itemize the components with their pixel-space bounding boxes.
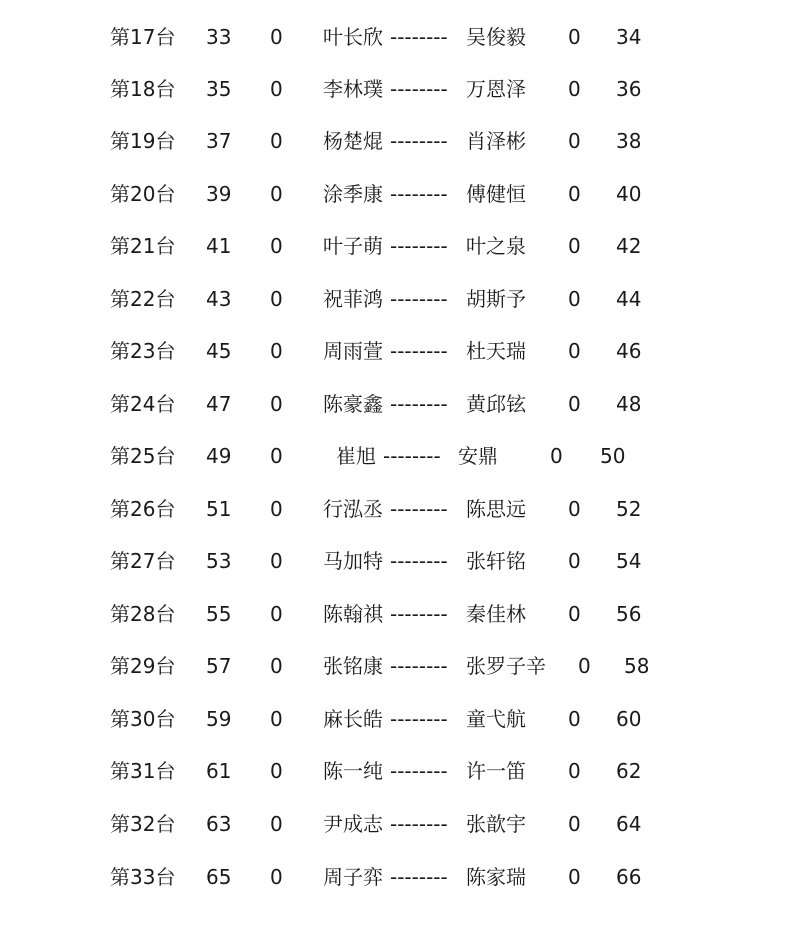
player2-score: 0 (568, 287, 581, 311)
player1-number: 43 (206, 287, 232, 311)
player1-number: 45 (206, 339, 232, 363)
player2-score: 0 (550, 444, 563, 468)
player2-score: 0 (568, 77, 581, 101)
player2-name: 张歆宇 (466, 812, 526, 836)
versus-separator: -------- (390, 234, 448, 258)
board-label: 第18台 (110, 77, 176, 101)
pairing-row (0, 69, 800, 109)
player1-number: 65 (206, 865, 232, 889)
player2-score: 0 (568, 392, 581, 416)
board-label: 第26台 (110, 497, 176, 521)
player1-score: 0 (270, 865, 283, 889)
pairing-row (0, 436, 800, 476)
versus-separator: -------- (390, 392, 448, 416)
player2-score: 0 (568, 182, 581, 206)
player2-score: 0 (568, 25, 581, 49)
board-label: 第33台 (110, 865, 176, 889)
board-label: 第17台 (110, 25, 176, 49)
board-label: 第31台 (110, 759, 176, 783)
pairing-row (0, 279, 800, 319)
board-label: 第23台 (110, 339, 176, 363)
board-label: 第30台 (110, 707, 176, 731)
player1-number: 35 (206, 77, 232, 101)
versus-separator: -------- (390, 287, 448, 311)
player2-number: 66 (616, 865, 642, 889)
pairing-row (0, 226, 800, 266)
player1-score: 0 (270, 25, 283, 49)
versus-separator: -------- (390, 812, 448, 836)
player2-number: 42 (616, 234, 642, 258)
pairing-row (0, 17, 800, 57)
player2-number: 38 (616, 129, 642, 153)
player1-number: 41 (206, 234, 232, 258)
player2-number: 50 (600, 444, 626, 468)
player2-name: 陈思远 (466, 497, 526, 521)
player1-score: 0 (270, 392, 283, 416)
board-label: 第21台 (110, 234, 176, 258)
player1-score: 0 (270, 497, 283, 521)
player2-score: 0 (568, 707, 581, 731)
player2-name: 张轩铭 (466, 549, 526, 573)
player1-number: 61 (206, 759, 232, 783)
versus-separator: -------- (390, 497, 448, 521)
player2-number: 34 (616, 25, 642, 49)
player1-name: 周子弈 (323, 865, 383, 889)
player1-number: 49 (206, 444, 232, 468)
pairing-row (0, 804, 800, 844)
player2-name: 胡斯予 (466, 287, 526, 311)
player1-name: 马加特 (323, 549, 383, 573)
player1-score: 0 (270, 812, 283, 836)
versus-separator: -------- (390, 25, 448, 49)
board-label: 第25台 (110, 444, 176, 468)
player1-name: 陈豪鑫 (323, 392, 383, 416)
player1-score: 0 (270, 77, 283, 101)
player1-score: 0 (270, 759, 283, 783)
player1-score: 0 (270, 129, 283, 153)
player2-name: 陈家瑞 (466, 865, 526, 889)
player1-score: 0 (270, 444, 283, 468)
player2-number: 44 (616, 287, 642, 311)
player2-number: 62 (616, 759, 642, 783)
pairing-row (0, 489, 800, 529)
player1-number: 39 (206, 182, 232, 206)
pairing-row (0, 384, 800, 424)
player2-name: 黄邱铉 (466, 392, 526, 416)
player1-number: 51 (206, 497, 232, 521)
player2-number: 60 (616, 707, 642, 731)
player1-number: 47 (206, 392, 232, 416)
player1-name: 崔旭 (336, 444, 376, 468)
player1-name: 行泓丞 (323, 497, 383, 521)
board-label: 第28台 (110, 602, 176, 626)
pairing-row (0, 541, 800, 581)
player2-name: 许一笛 (466, 759, 526, 783)
player1-name: 麻长皓 (323, 707, 383, 731)
player1-name: 叶子萌 (323, 234, 383, 258)
versus-separator: -------- (390, 182, 448, 206)
player1-name: 李林璞 (323, 77, 383, 101)
player2-name: 童弋航 (466, 707, 526, 731)
player2-score: 0 (578, 654, 591, 678)
player1-number: 33 (206, 25, 232, 49)
player1-score: 0 (270, 287, 283, 311)
player1-number: 59 (206, 707, 232, 731)
player2-number: 52 (616, 497, 642, 521)
player2-name: 吴俊毅 (466, 25, 526, 49)
pairing-row (0, 646, 800, 686)
pairing-row (0, 174, 800, 214)
versus-separator: -------- (390, 77, 448, 101)
player2-name: 张罗子辛 (466, 654, 546, 678)
player2-number: 58 (624, 654, 650, 678)
player2-name: 肖泽彬 (466, 129, 526, 153)
player2-score: 0 (568, 129, 581, 153)
player2-name: 杜天瑞 (466, 339, 526, 363)
player2-name: 秦佳林 (466, 602, 526, 626)
player1-name: 周雨萱 (323, 339, 383, 363)
player2-score: 0 (568, 339, 581, 363)
player2-number: 64 (616, 812, 642, 836)
versus-separator: -------- (390, 654, 448, 678)
player2-score: 0 (568, 497, 581, 521)
player1-score: 0 (270, 707, 283, 731)
pairing-row (0, 594, 800, 634)
player1-number: 63 (206, 812, 232, 836)
player2-score: 0 (568, 234, 581, 258)
player1-score: 0 (270, 549, 283, 573)
player1-number: 53 (206, 549, 232, 573)
player1-name: 张铭康 (323, 654, 383, 678)
pairing-row (0, 699, 800, 739)
player1-name: 祝菲鸿 (323, 287, 383, 311)
player1-number: 57 (206, 654, 232, 678)
board-label: 第24台 (110, 392, 176, 416)
versus-separator: -------- (390, 339, 448, 363)
versus-separator: -------- (390, 707, 448, 731)
player2-name: 安鼎 (458, 444, 498, 468)
versus-separator: -------- (390, 865, 448, 889)
pairing-row (0, 121, 800, 161)
board-label: 第32台 (110, 812, 176, 836)
player2-number: 48 (616, 392, 642, 416)
player2-score: 0 (568, 812, 581, 836)
player1-name: 涂季康 (323, 182, 383, 206)
player1-score: 0 (270, 339, 283, 363)
board-label: 第20台 (110, 182, 176, 206)
player1-name: 陈一纯 (323, 759, 383, 783)
player2-name: 傅健恒 (466, 182, 526, 206)
player1-score: 0 (270, 654, 283, 678)
player2-score: 0 (568, 602, 581, 626)
player1-number: 55 (206, 602, 232, 626)
player2-number: 56 (616, 602, 642, 626)
versus-separator: -------- (390, 129, 448, 153)
player1-score: 0 (270, 234, 283, 258)
versus-separator: -------- (390, 549, 448, 573)
versus-separator: -------- (390, 759, 448, 783)
player1-score: 0 (270, 182, 283, 206)
versus-separator: -------- (390, 602, 448, 626)
pairing-row (0, 331, 800, 371)
player1-name: 叶长欣 (323, 25, 383, 49)
player2-number: 46 (616, 339, 642, 363)
player2-name: 叶之泉 (466, 234, 526, 258)
pairing-row (0, 751, 800, 791)
player2-score: 0 (568, 865, 581, 889)
board-label: 第27台 (110, 549, 176, 573)
player1-score: 0 (270, 602, 283, 626)
player1-name: 陈翰祺 (323, 602, 383, 626)
board-label: 第19台 (110, 129, 176, 153)
player2-name: 万恩泽 (466, 77, 526, 101)
player1-number: 37 (206, 129, 232, 153)
player2-score: 0 (568, 759, 581, 783)
player2-score: 0 (568, 549, 581, 573)
pairing-row (0, 857, 800, 897)
player1-name: 杨楚焜 (323, 129, 383, 153)
board-label: 第29台 (110, 654, 176, 678)
player2-number: 36 (616, 77, 642, 101)
board-label: 第22台 (110, 287, 176, 311)
player1-name: 尹成志 (323, 812, 383, 836)
versus-separator: -------- (383, 444, 441, 468)
player2-number: 40 (616, 182, 642, 206)
player2-number: 54 (616, 549, 642, 573)
